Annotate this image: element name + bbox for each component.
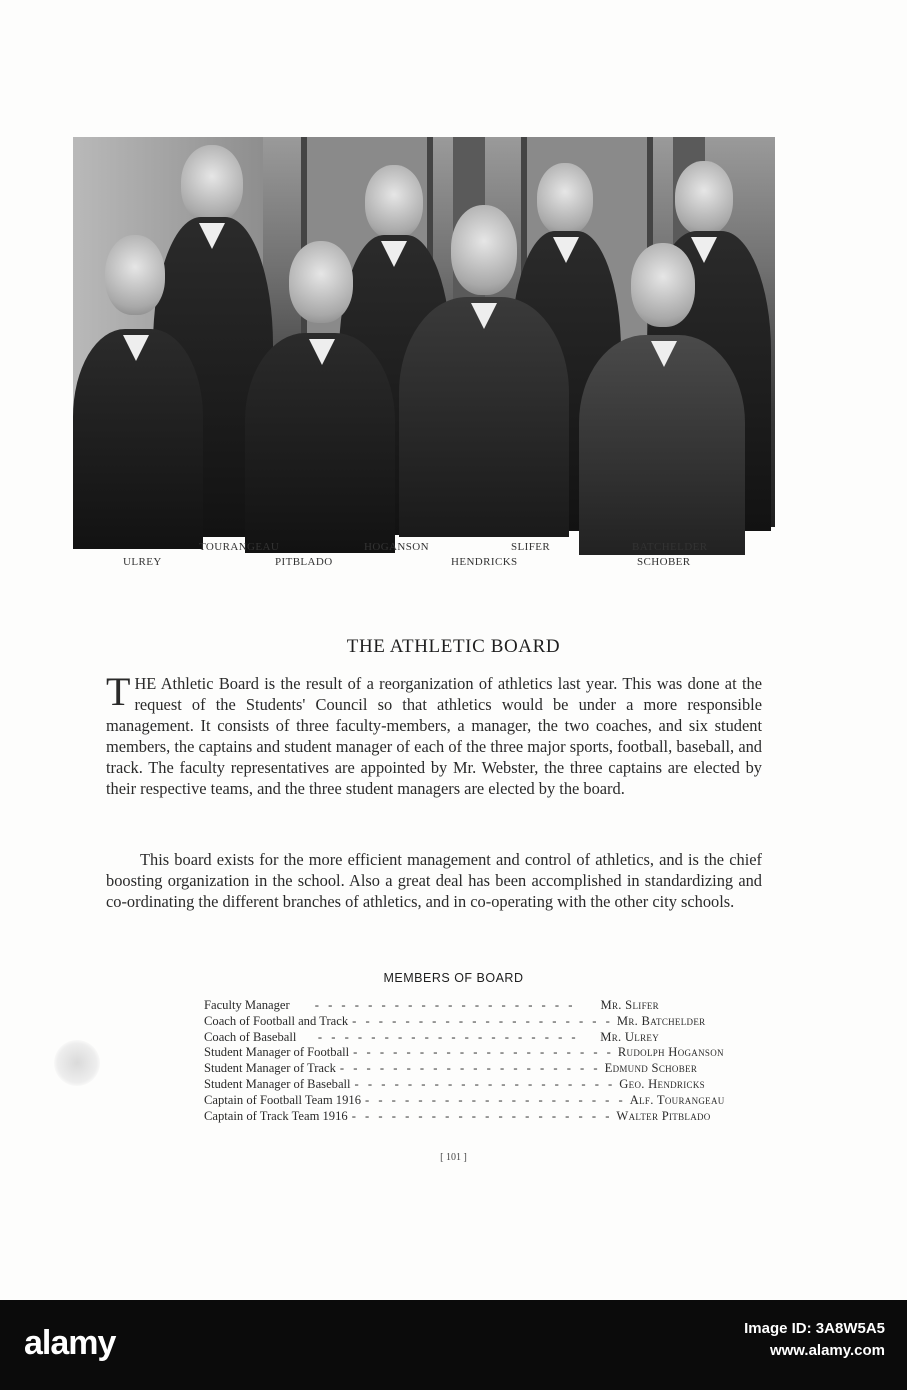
member-row (204, 1076, 705, 1093)
member-role: Coach of Football and Track (204, 1013, 349, 1028)
caption-name: SCHOBER (637, 556, 691, 568)
member-row (204, 1045, 724, 1061)
page-number: [ 101 ] (440, 1152, 467, 1163)
member-role: Captain of Track Team 1916 (204, 1108, 348, 1123)
member-name: Edmund Schober (604, 1061, 698, 1076)
alamy-logo: alamy (24, 1324, 116, 1362)
member-name: Geo. Hendricks (619, 1076, 705, 1091)
member-role: Coach of Baseball (204, 1029, 297, 1044)
dot-leader: - - - - - - - - - - - - - - - - - - - - (351, 1108, 613, 1123)
member-name: Alf. Tourangeau (629, 1092, 725, 1107)
page-smudge (54, 1040, 100, 1086)
caption-name: SLIFER (511, 541, 551, 553)
paragraph-1-text: HE Athletic Board is the result of a reorganization of athletics last year. This was done at the request of the Students' Council so that athletics would be under a more responsible management. It consists of three faculty-members, a manager, the two coaches, and six student members, the captains and student manager of each of the three major sports, football, baseball, and track. The faculty representatives are appointed by Mr. Webster, the three captains are elected by their respective teams, and the three student managers are elected by the board. (106, 674, 762, 798)
member-role: Student Manager of Track (204, 1061, 336, 1076)
image-id-line: Image ID: 3A8W5A5 (744, 1320, 885, 1337)
member-role: Student Manager of Football (204, 1045, 350, 1060)
member-name: Rudolph Hoganson (617, 1045, 724, 1060)
member-row (204, 998, 659, 1014)
dot-leader: - - - - - - - - - - - - - - - - - - - - (339, 1061, 601, 1076)
caption-name: HOGANSON (364, 541, 429, 553)
image-site-line: www.alamy.com (769, 1342, 885, 1359)
member-role: Captain of Football Team 1916 (204, 1092, 361, 1107)
members-heading: MEMBERS OF BOARD (383, 971, 524, 985)
article-paragraph-2: This board exists for the more efficient management and control of athletics, and is the chief boosting organization in the school. Also a great deal has been accomplished in standardizing and co-ordinating the different branches of athletics, and in co-operating with the other city schools. (106, 850, 762, 911)
member-name: Mr. Batchelder (616, 1013, 706, 1028)
group-photo (73, 137, 775, 527)
image-id (744, 1318, 885, 1362)
member-row (204, 1030, 659, 1046)
caption-name: PITBLADO (275, 556, 333, 568)
article-paragraph-1 (106, 669, 762, 799)
drop-cap: T (106, 669, 131, 714)
members-list (204, 998, 725, 1124)
caption-name: HENDRICKS (451, 556, 518, 568)
member-row (204, 1108, 711, 1125)
dot-leader: - - - - - - - - - - - - - - - - - - - - (365, 1092, 626, 1107)
member-row (204, 1092, 725, 1109)
member-name: Walter Pitblado (616, 1108, 711, 1123)
member-role: Faculty Manager (204, 998, 290, 1012)
caption-name: BATCHELDER (632, 541, 708, 553)
caption-name: TOURANGEAU (199, 541, 280, 553)
caption-name: ULREY (123, 556, 162, 568)
dot-leader: - - - - - - - - - - - - - - - - - - - - (353, 1045, 614, 1060)
member-name: Mr. Ulrey (600, 1029, 659, 1044)
photo-caption (0, 541, 907, 577)
dot-leader: - - - - - - - - - - - - - - - - - - - - (352, 1013, 613, 1028)
member-name: Mr. Slifer (600, 998, 659, 1012)
dot-leader: - - - - - - - - - - - - - - - - - - - - (314, 998, 576, 1012)
member-role: Student Manager of Baseball (204, 1076, 351, 1091)
member-row (204, 1061, 698, 1077)
dot-leader: - - - - - - - - - - - - - - - - - - - - (317, 1029, 579, 1044)
watermark-footer (0, 1300, 907, 1390)
member-row (204, 1013, 706, 1030)
article-title: THE ATHLETIC BOARD (346, 636, 561, 657)
dot-leader: - - - - - - - - - - - - - - - - - - - - (354, 1076, 616, 1091)
